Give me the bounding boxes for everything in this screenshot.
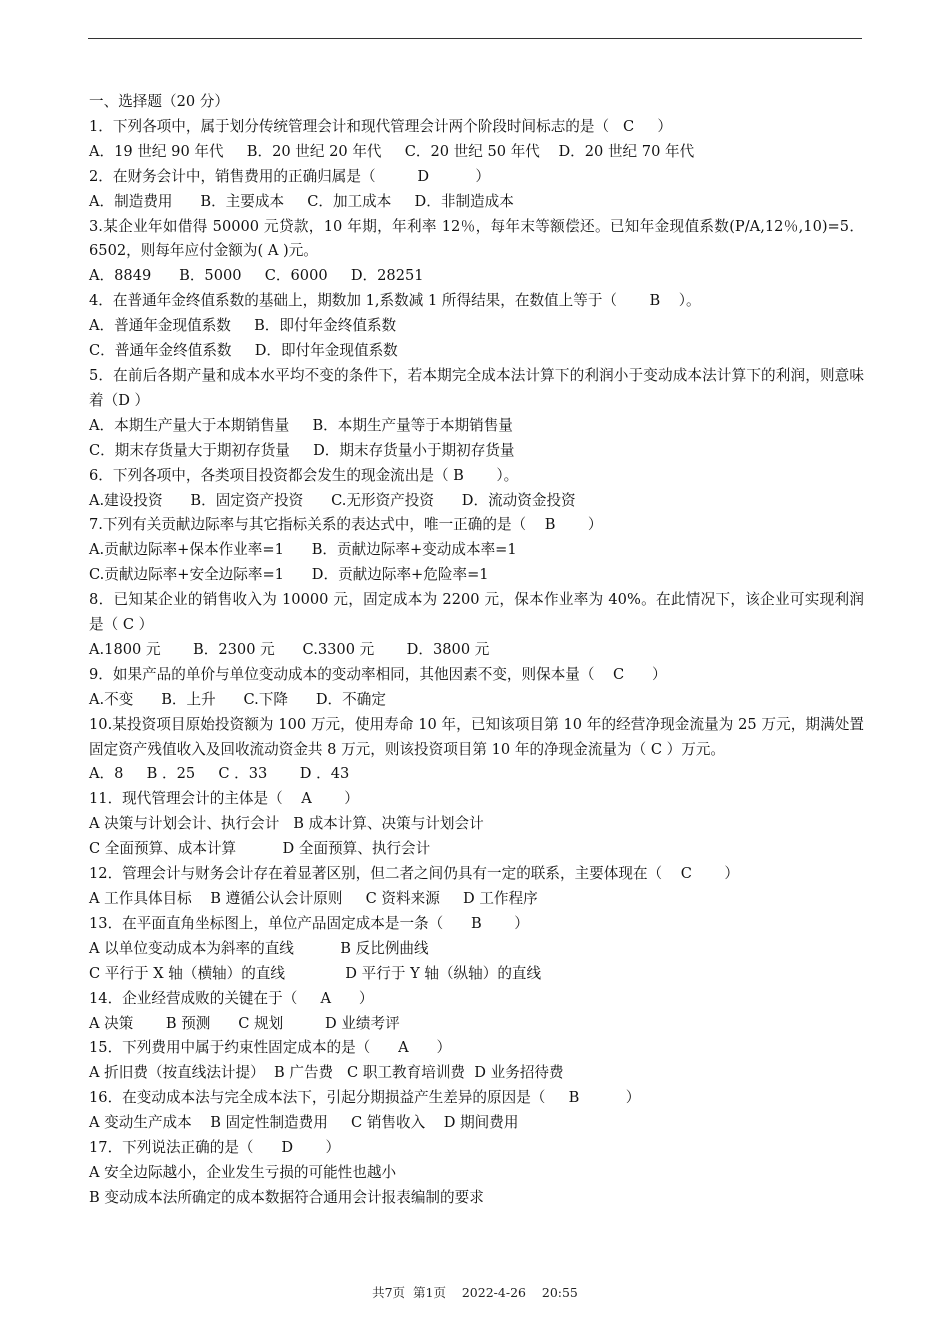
- document-line: 6．下列各项中，各类项目投资都会发生的现金流出是（ B ）。: [89, 466, 519, 484]
- document-line: 16．在变动成本法与完全成本法下，引起分期损益产生差异的原因是（ B ）: [89, 1089, 641, 1107]
- document-line: A 决策与计划会计、执行会计 B 成本计算、决策与计划会计: [89, 815, 484, 833]
- document-body: [89, 90, 864, 1211]
- document-line: A．本期生产量大于本期销售量 B．本期生产量等于本期销售量: [89, 416, 513, 434]
- document-line: A.1800 元 B．2300 元 C.3300 元 D．3800 元: [89, 640, 490, 658]
- document-line: 8．已知某企业的销售收入为 10000 元，固定成本为 2200 元，保本作业率为 40%。在此情况下，该企业可实现利润是（ C ）: [89, 591, 864, 634]
- document-line: 2．在财务会计中，销售费用的正确归属是（ D ）: [89, 167, 491, 185]
- document-line: 17．下列说法正确的是（ D ）: [89, 1139, 341, 1157]
- document-line: 9．如果产品的单价与单位变动成本的变动率相同，其他因素不变，则保本量（ C ）: [89, 665, 667, 683]
- document-line: 5．在前后各期产量和成本水平均不变的条件下，若本期完全成本法计算下的利润小于变动成本法计算下的利润，则意味着（D ）: [89, 366, 864, 409]
- document-line: A．8849 B．5000 C．6000 D．28251: [89, 267, 424, 285]
- document-line: A.建设投资 B．固定资产投资 C.无形资产投资 D．流动资金投资: [89, 491, 576, 509]
- document-line: C．普通年金终值系数 D．即付年金现值系数: [89, 342, 398, 360]
- document-line: A.贡献边际率+保本作业率=1 B．贡献边际率+变动成本率=1: [89, 541, 517, 559]
- document-line: B 变动成本法所确定的成本数据符合通用会计报表编制的要求: [89, 1188, 484, 1206]
- document-line: C．期末存货量大于期初存货量 D．期末存货量小于期初存货量: [89, 441, 515, 459]
- document-line: A 决策 B 预测 C 规划 D 业绩考评: [89, 1014, 400, 1032]
- document-line: C.贡献边际率+安全边际率=1 D．贡献边际率+危险率=1: [89, 566, 489, 584]
- document-line: C 平行于 X 轴（横轴）的直线 D 平行于 Y 轴（纵轴）的直线: [89, 964, 542, 982]
- document-line: 10.某投资项目原始投资额为 100 万元，使用寿命 10 年，已知该项目第 10 年的经营净现金流量为 25 万元，期满处置固定资产残值收入及回收流动资金共 8 万元，则该投资项目第 10 年的净现金流量为（ C ）万元。: [89, 715, 864, 758]
- document-line: C 全面预算、成本计算 D 全面预算、执行会计: [89, 840, 431, 858]
- document-line: A.不变 B．上升 C.下降 D．不确定: [89, 690, 386, 708]
- document-line: 12．管理会计与财务会计存在着显著区别，但二者之间仍具有一定的联系，主要体现在（ C ）: [89, 865, 739, 883]
- document-line: 15．下列费用中属于约束性固定成本的是（ A ）: [89, 1039, 452, 1057]
- document-line: A．普通年金现值系数 B．即付年金终值系数: [89, 317, 397, 335]
- document-line: 13．在平面直角坐标图上，单位产品固定成本是一条（ B ）: [89, 914, 529, 932]
- document-line: 7.下列有关贡献边际率与其它指标关系的表达式中，唯一正确的是（ B ）: [89, 516, 603, 534]
- document-line: 1．下列各项中，属于划分传统管理会计和现代管理会计两个阶段时间标志的是（ C ）: [89, 117, 672, 135]
- document-line: 3.某企业年如借得 50000 元贷款，10 年期，年利率 12％，每年末等额偿还。已知年金现值系数(P/A,12％,10)=5．6502，则每年应付金额为( A )元。: [89, 217, 864, 260]
- document-line: 一、选择题（20 分）: [89, 93, 229, 110]
- document-line: A 折旧费（按直线法计提） B 广告费 C 职工教育培训费 D 业务招待费: [89, 1064, 564, 1082]
- document-line: A．8 B ．25 C ．33 D ．43: [89, 765, 350, 783]
- document-line: A 变动生产成本 B 固定性制造费用 C 销售收入 D 期间费用: [89, 1114, 519, 1132]
- document-line: A 以单位变动成本为斜率的直线 B 反比例曲线: [89, 939, 429, 957]
- document-line: A．制造费用 B．主要成本 C．加工成本 D．非制造成本: [89, 192, 514, 210]
- document-line: 11．现代管理会计的主体是（ A ）: [89, 790, 359, 808]
- header-rule: [88, 38, 862, 39]
- document-line: A．19 世纪 90 年代 B．20 世纪 20 年代 C．20 世纪 50 年代 D．20 世纪 70 年代: [89, 142, 695, 160]
- document-line: 14．企业经营成败的关键在于（ A ）: [89, 989, 374, 1007]
- page-footer: 共7页 第1页 2022-4-26 20:55: [372, 1285, 578, 1300]
- document-line: A 安全边际越小，企业发生亏损的可能性也越小: [89, 1163, 397, 1181]
- document-line: 4．在普通年金终值系数的基础上，期数加 1,系数减 1 所得结果，在数值上等于（ B ）。: [89, 292, 701, 310]
- document-line: A 工作具体目标 B 遵循公认会计原则 C 资料来源 D 工作程序: [89, 890, 538, 907]
